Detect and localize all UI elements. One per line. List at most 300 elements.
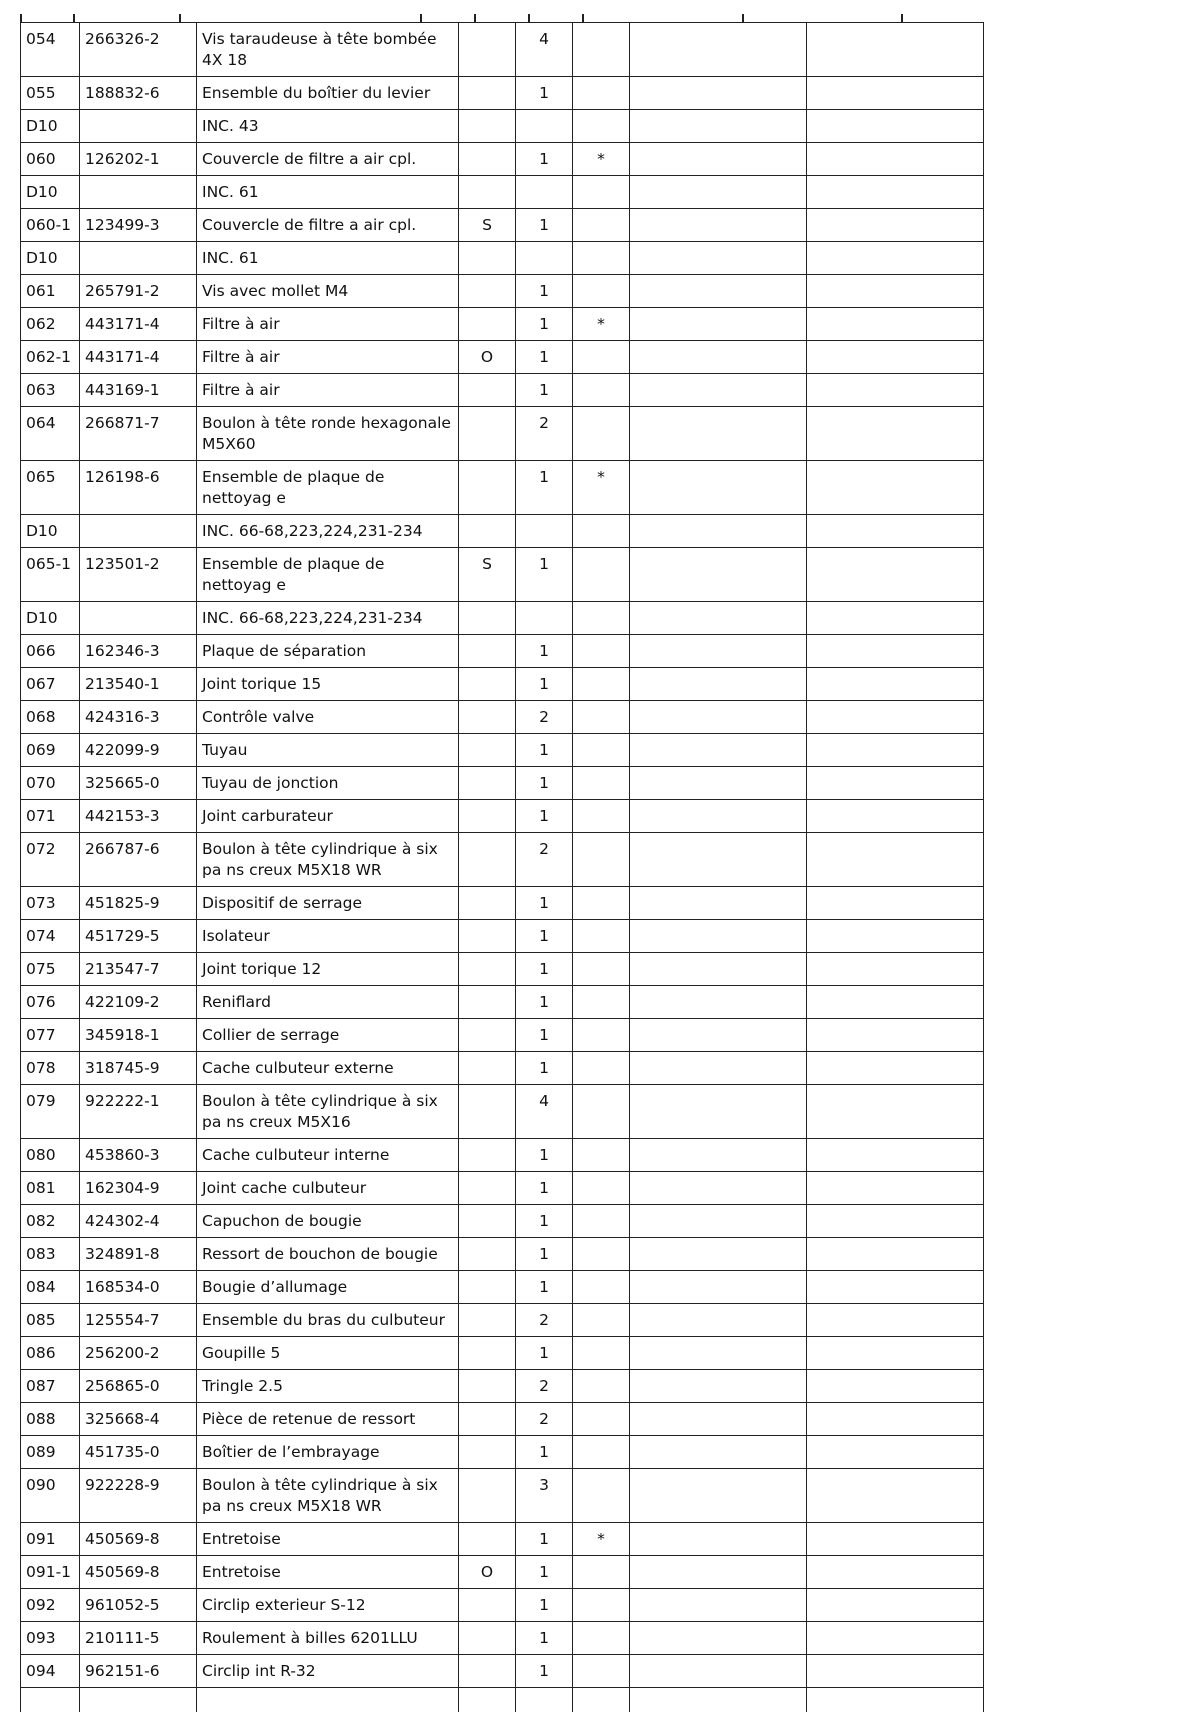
empty-cell	[630, 800, 807, 833]
quantity-cell: 1	[516, 1523, 573, 1556]
part-number-cell: 256200-2	[80, 1337, 197, 1370]
note-cell	[573, 110, 630, 143]
table-row	[21, 1019, 984, 1052]
empty-cell	[807, 308, 984, 341]
table-row	[21, 953, 984, 986]
parts-table	[20, 22, 984, 1712]
empty-cell	[807, 143, 984, 176]
description-cell: Entretoise	[197, 1523, 459, 1556]
code-cell	[459, 767, 516, 800]
code-cell	[459, 1052, 516, 1085]
note-cell	[573, 1085, 630, 1139]
ref-cell: 088	[21, 1403, 80, 1436]
ref-cell: 075	[21, 953, 80, 986]
note-cell	[573, 1139, 630, 1172]
table-row	[21, 1085, 984, 1139]
quantity-cell: 1	[516, 1436, 573, 1469]
description-cell: Bougie d’allumage	[197, 1271, 459, 1304]
table-row	[21, 1271, 984, 1304]
empty-cell	[630, 110, 807, 143]
table-row	[21, 23, 984, 77]
note-cell	[573, 1238, 630, 1271]
note-cell	[573, 920, 630, 953]
code-cell	[459, 833, 516, 887]
quantity-cell: 3	[516, 1469, 573, 1523]
quantity-cell	[516, 602, 573, 635]
description-cell: Boulon à tête cylindrique à six pa ns creux M5X18 WR	[197, 833, 459, 887]
ref-cell: 065	[21, 461, 80, 515]
table-row	[21, 110, 984, 143]
quantity-cell: 1	[516, 1238, 573, 1271]
quantity-cell: 1	[516, 635, 573, 668]
note-cell	[573, 23, 630, 77]
part-number-cell: 451825-9	[80, 887, 197, 920]
empty-cell	[807, 242, 984, 275]
part-number-cell: 961052-5	[80, 1589, 197, 1622]
ref-cell: 062	[21, 308, 80, 341]
description-cell: Ensemble de plaque de nettoyag e	[197, 461, 459, 515]
ref-cell: 089	[21, 1436, 80, 1469]
empty-cell	[630, 602, 807, 635]
part-number-cell: 188832-6	[80, 77, 197, 110]
code-cell: O	[459, 1556, 516, 1589]
description-cell: Pièce de retenue de ressort	[197, 1403, 459, 1436]
quantity-cell: 1	[516, 143, 573, 176]
empty-cell	[630, 1172, 807, 1205]
empty-cell	[807, 734, 984, 767]
description-cell: INC. 61	[197, 242, 459, 275]
table-row	[21, 668, 984, 701]
quantity-cell: 1	[516, 734, 573, 767]
ref-cell: 064	[21, 407, 80, 461]
part-number-cell: 162346-3	[80, 635, 197, 668]
quantity-cell	[516, 176, 573, 209]
empty-cell	[807, 176, 984, 209]
table-row	[21, 1304, 984, 1337]
ref-cell: 054	[21, 23, 80, 77]
quantity-cell: 1	[516, 887, 573, 920]
table-row	[21, 1205, 984, 1238]
description-cell: Filtre à air	[197, 374, 459, 407]
empty-cell	[807, 1589, 984, 1622]
empty-cell	[807, 833, 984, 887]
note-cell	[573, 1172, 630, 1205]
ref-cell: 083	[21, 1238, 80, 1271]
note-cell: *	[573, 461, 630, 515]
table-row	[21, 209, 984, 242]
note-cell	[573, 1052, 630, 1085]
code-cell	[459, 635, 516, 668]
empty-cell	[807, 110, 984, 143]
part-number-cell: 126198-6	[80, 461, 197, 515]
table-row	[21, 1172, 984, 1205]
code-cell	[459, 1271, 516, 1304]
table-row	[21, 1523, 984, 1556]
description-cell: Joint carburateur	[197, 800, 459, 833]
code-cell	[459, 515, 516, 548]
note-cell	[573, 833, 630, 887]
code-cell	[459, 275, 516, 308]
description-cell: Circlip int R-32	[197, 1655, 459, 1688]
code-cell	[459, 1436, 516, 1469]
ref-cell: 093	[21, 1622, 80, 1655]
empty-cell	[630, 833, 807, 887]
empty-cell	[630, 767, 807, 800]
empty-cell	[630, 1238, 807, 1271]
table-row	[21, 515, 984, 548]
empty-cell	[807, 1172, 984, 1205]
part-number-cell: 123501-2	[80, 548, 197, 602]
table-row	[21, 1469, 984, 1523]
table-row	[21, 920, 984, 953]
note-cell	[573, 1205, 630, 1238]
description-cell: Ressort de bouchon de bougie	[197, 1238, 459, 1271]
quantity-cell: 1	[516, 668, 573, 701]
quantity-cell: 1	[516, 1172, 573, 1205]
note-cell	[573, 1019, 630, 1052]
code-cell	[459, 1085, 516, 1139]
ref-cell: 091-1	[21, 1556, 80, 1589]
table-row	[21, 833, 984, 887]
empty-cell	[630, 1019, 807, 1052]
ref-cell: 092	[21, 1589, 80, 1622]
ref-cell: 085	[21, 1304, 80, 1337]
part-number-cell: 266326-2	[80, 23, 197, 77]
empty-cell	[630, 635, 807, 668]
empty-cell	[630, 23, 807, 77]
code-cell	[459, 110, 516, 143]
description-cell: Ensemble du boîtier du levier	[197, 77, 459, 110]
empty-cell	[630, 920, 807, 953]
empty-cell	[807, 1271, 984, 1304]
empty-cell	[630, 209, 807, 242]
part-number-cell: 443169-1	[80, 374, 197, 407]
part-number-cell: 125554-7	[80, 1304, 197, 1337]
empty-cell	[630, 1085, 807, 1139]
note-cell	[573, 407, 630, 461]
note-cell	[573, 1403, 630, 1436]
description-cell: Couvercle de filtre a air cpl.	[197, 209, 459, 242]
code-cell	[459, 1238, 516, 1271]
note-cell	[573, 548, 630, 602]
code-cell	[459, 920, 516, 953]
part-number-cell: 325668-4	[80, 1403, 197, 1436]
part-number-cell: 451735-0	[80, 1436, 197, 1469]
part-number-cell: 422109-2	[80, 986, 197, 1019]
part-number-cell: 325665-0	[80, 767, 197, 800]
ref-cell: D10	[21, 515, 80, 548]
quantity-cell: 1	[516, 1271, 573, 1304]
empty-cell	[807, 1019, 984, 1052]
quantity-cell: 1	[516, 920, 573, 953]
code-cell	[459, 1589, 516, 1622]
table-row	[21, 77, 984, 110]
ref-cell: 069	[21, 734, 80, 767]
empty-cell	[630, 143, 807, 176]
quantity-cell: 2	[516, 833, 573, 887]
code-cell	[459, 1019, 516, 1052]
description-cell: Contrôle valve	[197, 701, 459, 734]
code-cell	[459, 1304, 516, 1337]
ref-cell: D10	[21, 110, 80, 143]
table-row	[21, 242, 984, 275]
part-number-cell: 213547-7	[80, 953, 197, 986]
empty-cell	[630, 1271, 807, 1304]
code-cell	[459, 1139, 516, 1172]
ref-cell: 071	[21, 800, 80, 833]
code-cell	[459, 701, 516, 734]
quantity-cell: 1	[516, 1205, 573, 1238]
table-row	[21, 1403, 984, 1436]
quantity-cell: 2	[516, 1403, 573, 1436]
note-cell	[573, 602, 630, 635]
ref-cell: 073	[21, 887, 80, 920]
empty-cell	[807, 1139, 984, 1172]
table-row	[21, 1622, 984, 1655]
note-cell	[573, 635, 630, 668]
empty-cell	[807, 407, 984, 461]
table-row	[21, 1436, 984, 1469]
empty-cell	[630, 341, 807, 374]
description-cell: Vis taraudeuse à tête bombée 4X 18	[197, 23, 459, 77]
description-cell: Tuyau de jonction	[197, 767, 459, 800]
quantity-cell: 4	[516, 23, 573, 77]
description-cell: Reniflard	[197, 986, 459, 1019]
description-cell: Filtre à air	[197, 341, 459, 374]
code-cell	[459, 1469, 516, 1523]
code-cell	[459, 374, 516, 407]
note-cell	[573, 701, 630, 734]
empty-cell	[630, 701, 807, 734]
description-cell: Joint torique 12	[197, 953, 459, 986]
empty-cell	[21, 1688, 80, 1712]
empty-cell	[807, 887, 984, 920]
note-cell	[573, 887, 630, 920]
code-cell	[459, 986, 516, 1019]
ref-cell: 060-1	[21, 209, 80, 242]
ref-cell: 091	[21, 1523, 80, 1556]
quantity-cell: 1	[516, 1052, 573, 1085]
code-cell	[459, 1523, 516, 1556]
description-cell: Isolateur	[197, 920, 459, 953]
empty-cell	[807, 1556, 984, 1589]
part-number-cell: 922228-9	[80, 1469, 197, 1523]
part-number-cell: 450569-8	[80, 1523, 197, 1556]
ref-cell: 067	[21, 668, 80, 701]
empty-cell	[807, 800, 984, 833]
ref-cell: 074	[21, 920, 80, 953]
part-number-cell	[80, 242, 197, 275]
part-number-cell: 453860-3	[80, 1139, 197, 1172]
table-row	[21, 1337, 984, 1370]
empty-cell	[807, 374, 984, 407]
note-cell: *	[573, 1523, 630, 1556]
empty-cell	[807, 548, 984, 602]
empty-cell	[807, 1523, 984, 1556]
part-number-cell: 210111-5	[80, 1622, 197, 1655]
empty-cell	[630, 515, 807, 548]
note-cell	[573, 1469, 630, 1523]
empty-cell	[630, 77, 807, 110]
part-number-cell	[80, 602, 197, 635]
ref-cell: 084	[21, 1271, 80, 1304]
ref-cell: 055	[21, 77, 80, 110]
empty-cell	[807, 1337, 984, 1370]
table-row-continuation	[21, 1688, 984, 1712]
description-cell: Plaque de séparation	[197, 635, 459, 668]
ref-cell: 086	[21, 1337, 80, 1370]
empty-cell	[80, 1688, 197, 1712]
quantity-cell	[516, 242, 573, 275]
description-cell: Ensemble du bras du culbuteur	[197, 1304, 459, 1337]
part-number-cell: 443171-4	[80, 308, 197, 341]
empty-cell	[807, 701, 984, 734]
description-cell: Boulon à tête cylindrique à six pa ns creux M5X16	[197, 1085, 459, 1139]
code-cell	[459, 800, 516, 833]
description-cell: Goupille 5	[197, 1337, 459, 1370]
ref-cell: 070	[21, 767, 80, 800]
ref-cell: 081	[21, 1172, 80, 1205]
part-number-cell: 345918-1	[80, 1019, 197, 1052]
note-cell	[573, 953, 630, 986]
empty-cell	[807, 341, 984, 374]
empty-cell	[630, 1556, 807, 1589]
parts-table-body	[21, 23, 984, 1712]
code-cell	[459, 461, 516, 515]
code-cell	[459, 176, 516, 209]
code-cell	[459, 602, 516, 635]
note-cell	[573, 209, 630, 242]
ref-cell: 087	[21, 1370, 80, 1403]
ref-cell: 063	[21, 374, 80, 407]
empty-cell	[807, 602, 984, 635]
description-cell: INC. 61	[197, 176, 459, 209]
code-cell	[459, 242, 516, 275]
code-cell: S	[459, 209, 516, 242]
ref-cell: 061	[21, 275, 80, 308]
empty-cell	[630, 668, 807, 701]
quantity-cell: 1	[516, 1139, 573, 1172]
empty-cell	[630, 1469, 807, 1523]
code-cell	[459, 1370, 516, 1403]
quantity-cell: 2	[516, 407, 573, 461]
quantity-cell: 2	[516, 1304, 573, 1337]
note-cell	[573, 1436, 630, 1469]
code-cell	[459, 1337, 516, 1370]
quantity-cell: 1	[516, 77, 573, 110]
empty-cell	[630, 1589, 807, 1622]
table-row	[21, 887, 984, 920]
ref-cell: 077	[21, 1019, 80, 1052]
table-row	[21, 176, 984, 209]
quantity-cell: 1	[516, 1589, 573, 1622]
empty-cell	[197, 1688, 459, 1712]
part-number-cell	[80, 176, 197, 209]
ref-cell: 060	[21, 143, 80, 176]
description-cell: INC. 43	[197, 110, 459, 143]
quantity-cell: 1	[516, 1622, 573, 1655]
table-row	[21, 341, 984, 374]
table-row	[21, 767, 984, 800]
note-cell	[573, 176, 630, 209]
empty-cell	[630, 1436, 807, 1469]
part-number-cell: 126202-1	[80, 143, 197, 176]
quantity-cell: 1	[516, 1655, 573, 1688]
ref-cell: 066	[21, 635, 80, 668]
code-cell: O	[459, 341, 516, 374]
table-row	[21, 143, 984, 176]
empty-cell	[807, 515, 984, 548]
note-cell	[573, 668, 630, 701]
quantity-cell	[516, 515, 573, 548]
table-row	[21, 1370, 984, 1403]
table-row	[21, 548, 984, 602]
table-row	[21, 734, 984, 767]
empty-cell	[807, 1469, 984, 1523]
description-cell: Dispositif de serrage	[197, 887, 459, 920]
empty-cell	[807, 953, 984, 986]
quantity-cell: 1	[516, 1556, 573, 1589]
empty-cell	[630, 242, 807, 275]
code-cell	[459, 308, 516, 341]
description-cell: Entretoise	[197, 1556, 459, 1589]
part-number-cell	[80, 515, 197, 548]
code-cell	[459, 407, 516, 461]
code-cell	[459, 1172, 516, 1205]
ref-cell: D10	[21, 176, 80, 209]
note-cell	[573, 1271, 630, 1304]
code-cell: S	[459, 548, 516, 602]
quantity-cell: 1	[516, 953, 573, 986]
empty-cell	[630, 275, 807, 308]
empty-cell	[807, 1052, 984, 1085]
quantity-cell	[516, 110, 573, 143]
empty-cell	[807, 668, 984, 701]
part-number-cell: 443171-4	[80, 341, 197, 374]
empty-cell	[630, 1622, 807, 1655]
empty-cell	[630, 548, 807, 602]
empty-cell	[630, 953, 807, 986]
ref-cell: 094	[21, 1655, 80, 1688]
empty-cell	[630, 1337, 807, 1370]
empty-cell	[807, 1622, 984, 1655]
part-number-cell: 256865-0	[80, 1370, 197, 1403]
empty-cell	[630, 1523, 807, 1556]
quantity-cell: 1	[516, 548, 573, 602]
ref-cell: 082	[21, 1205, 80, 1238]
description-cell: Tringle 2.5	[197, 1370, 459, 1403]
note-cell	[573, 242, 630, 275]
empty-cell	[630, 1403, 807, 1436]
empty-cell	[573, 1688, 630, 1712]
empty-cell	[807, 461, 984, 515]
description-cell: Cache culbuteur externe	[197, 1052, 459, 1085]
empty-cell	[807, 209, 984, 242]
empty-cell	[516, 1688, 573, 1712]
empty-cell	[807, 1205, 984, 1238]
empty-cell	[807, 920, 984, 953]
note-cell	[573, 734, 630, 767]
ref-cell: 078	[21, 1052, 80, 1085]
code-cell	[459, 1622, 516, 1655]
description-cell: Boîtier de l’embrayage	[197, 1436, 459, 1469]
quantity-cell: 4	[516, 1085, 573, 1139]
note-cell	[573, 1556, 630, 1589]
quantity-cell: 1	[516, 308, 573, 341]
part-number-cell: 424302-4	[80, 1205, 197, 1238]
quantity-cell: 1	[516, 986, 573, 1019]
code-cell	[459, 143, 516, 176]
